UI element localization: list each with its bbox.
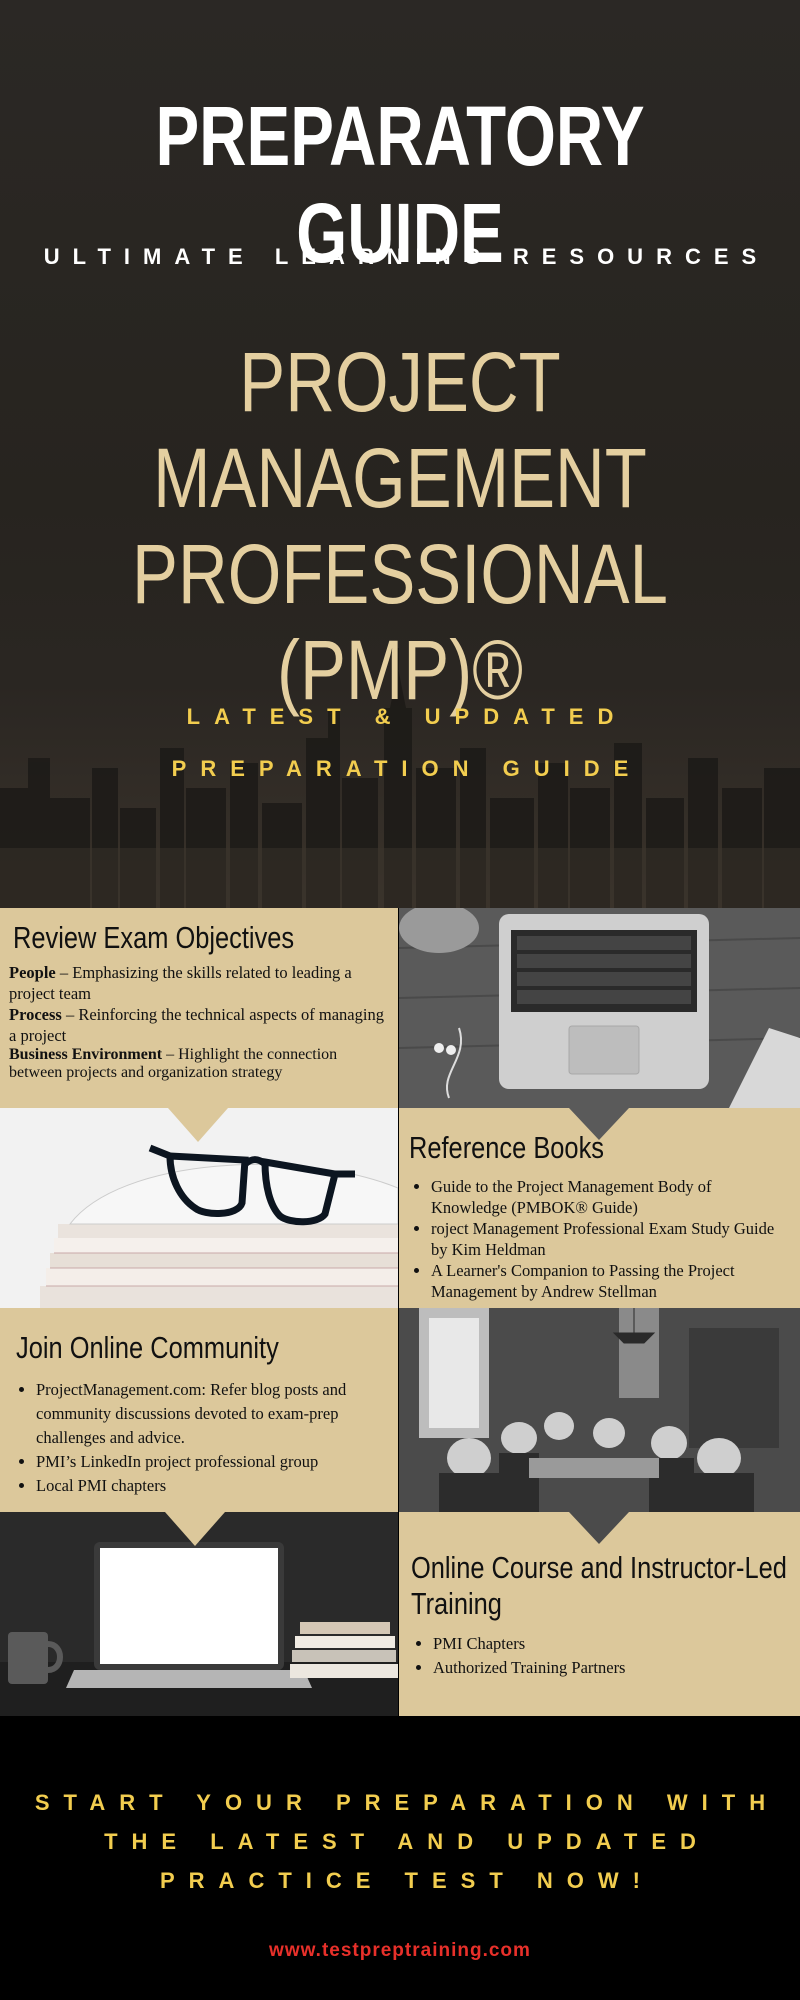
review-item-text: – Reinforcing the technical aspects of managing a project [9,1005,384,1045]
review-item-term: Business Environment [9,1046,163,1063]
reference-books-card [399,1108,800,1308]
cta-line: PRACTICE TEST NOW! [160,1868,654,1893]
online-training-list [411,1632,786,1680]
review-item-term: Process [9,1005,62,1024]
cafe-group-photo [399,1308,800,1512]
reference-books-list [409,1176,786,1302]
review-item [9,962,389,1004]
list-item: • A Learner's Companion to Passing the Project Management by Andrew Stellman [431,1260,786,1302]
list-item: • Guide to the Project Management Body of Knowledge (PMBOK® Guide) [431,1176,786,1218]
call-to-action-footer [0,1716,800,2000]
online-community-list [16,1378,384,1498]
list-item: • roject Management Professional Exam Study Guide by Kim Heldman [431,1218,786,1260]
website-link[interactable]: www.testpreptraining.com [269,1940,531,1961]
list-item: • Local PMI chapters [36,1474,384,1498]
list-item: • Authorized Training Partners [433,1656,786,1680]
notch-decoration [165,1512,225,1546]
list-item: • ProjectManagement.com: Refer blog posts and community discussions devoted to exam-prep challenges and advice. [36,1378,384,1450]
glasses-books-photo [0,1108,398,1308]
review-objectives-heading: Review Exam Objectives [13,920,295,955]
certification-title-line: PROFESSIONAL [132,527,668,621]
online-community-heading: Join Online Community [16,1330,279,1365]
hero-banner [0,0,800,908]
review-item-term: People [9,963,56,982]
page-title: PREPARATORY GUIDE [155,89,645,280]
certification-title-line: (PMP)® [277,623,523,717]
review-item-text: – Emphasizing the skills related to leading a project team [9,963,352,1003]
review-item [9,1046,389,1082]
cta-line: START YOUR PREPARATION WITH [34,1790,780,1815]
review-item-text: – Highlight the connection between projects and organization strategy [9,1046,338,1081]
online-training-heading: Online Course and Instructor-Led Training [411,1550,787,1621]
review-objectives-card [0,908,398,1108]
review-item [9,1004,389,1046]
cta-line: THE LATEST AND UPDATED [104,1829,710,1854]
hero-tagline-line: LATEST & UPDATED [186,704,628,729]
people-meeting-image [399,1308,800,1512]
laptop-photo [399,908,800,1108]
certification-title-line: PROJECT MANAGEMENT [153,335,647,525]
notch-decoration [569,1512,629,1544]
list-item: • PMI’s LinkedIn project professional group [36,1450,384,1474]
notch-decoration [168,1108,228,1142]
hero-tagline-line: PREPARATION GUIDE [171,756,643,781]
certification-title [0,334,800,718]
reference-books-heading: Reference Books [409,1130,605,1165]
online-training-card [399,1512,800,1716]
list-item: • PMI Chapters [433,1632,786,1656]
laptop-keyboard-image [399,908,800,1108]
online-community-card [0,1308,398,1512]
workspace-laptop-photo [0,1512,398,1716]
hero-subtitle: ULTIMATE LEARNING RESOURCES [43,244,770,269]
